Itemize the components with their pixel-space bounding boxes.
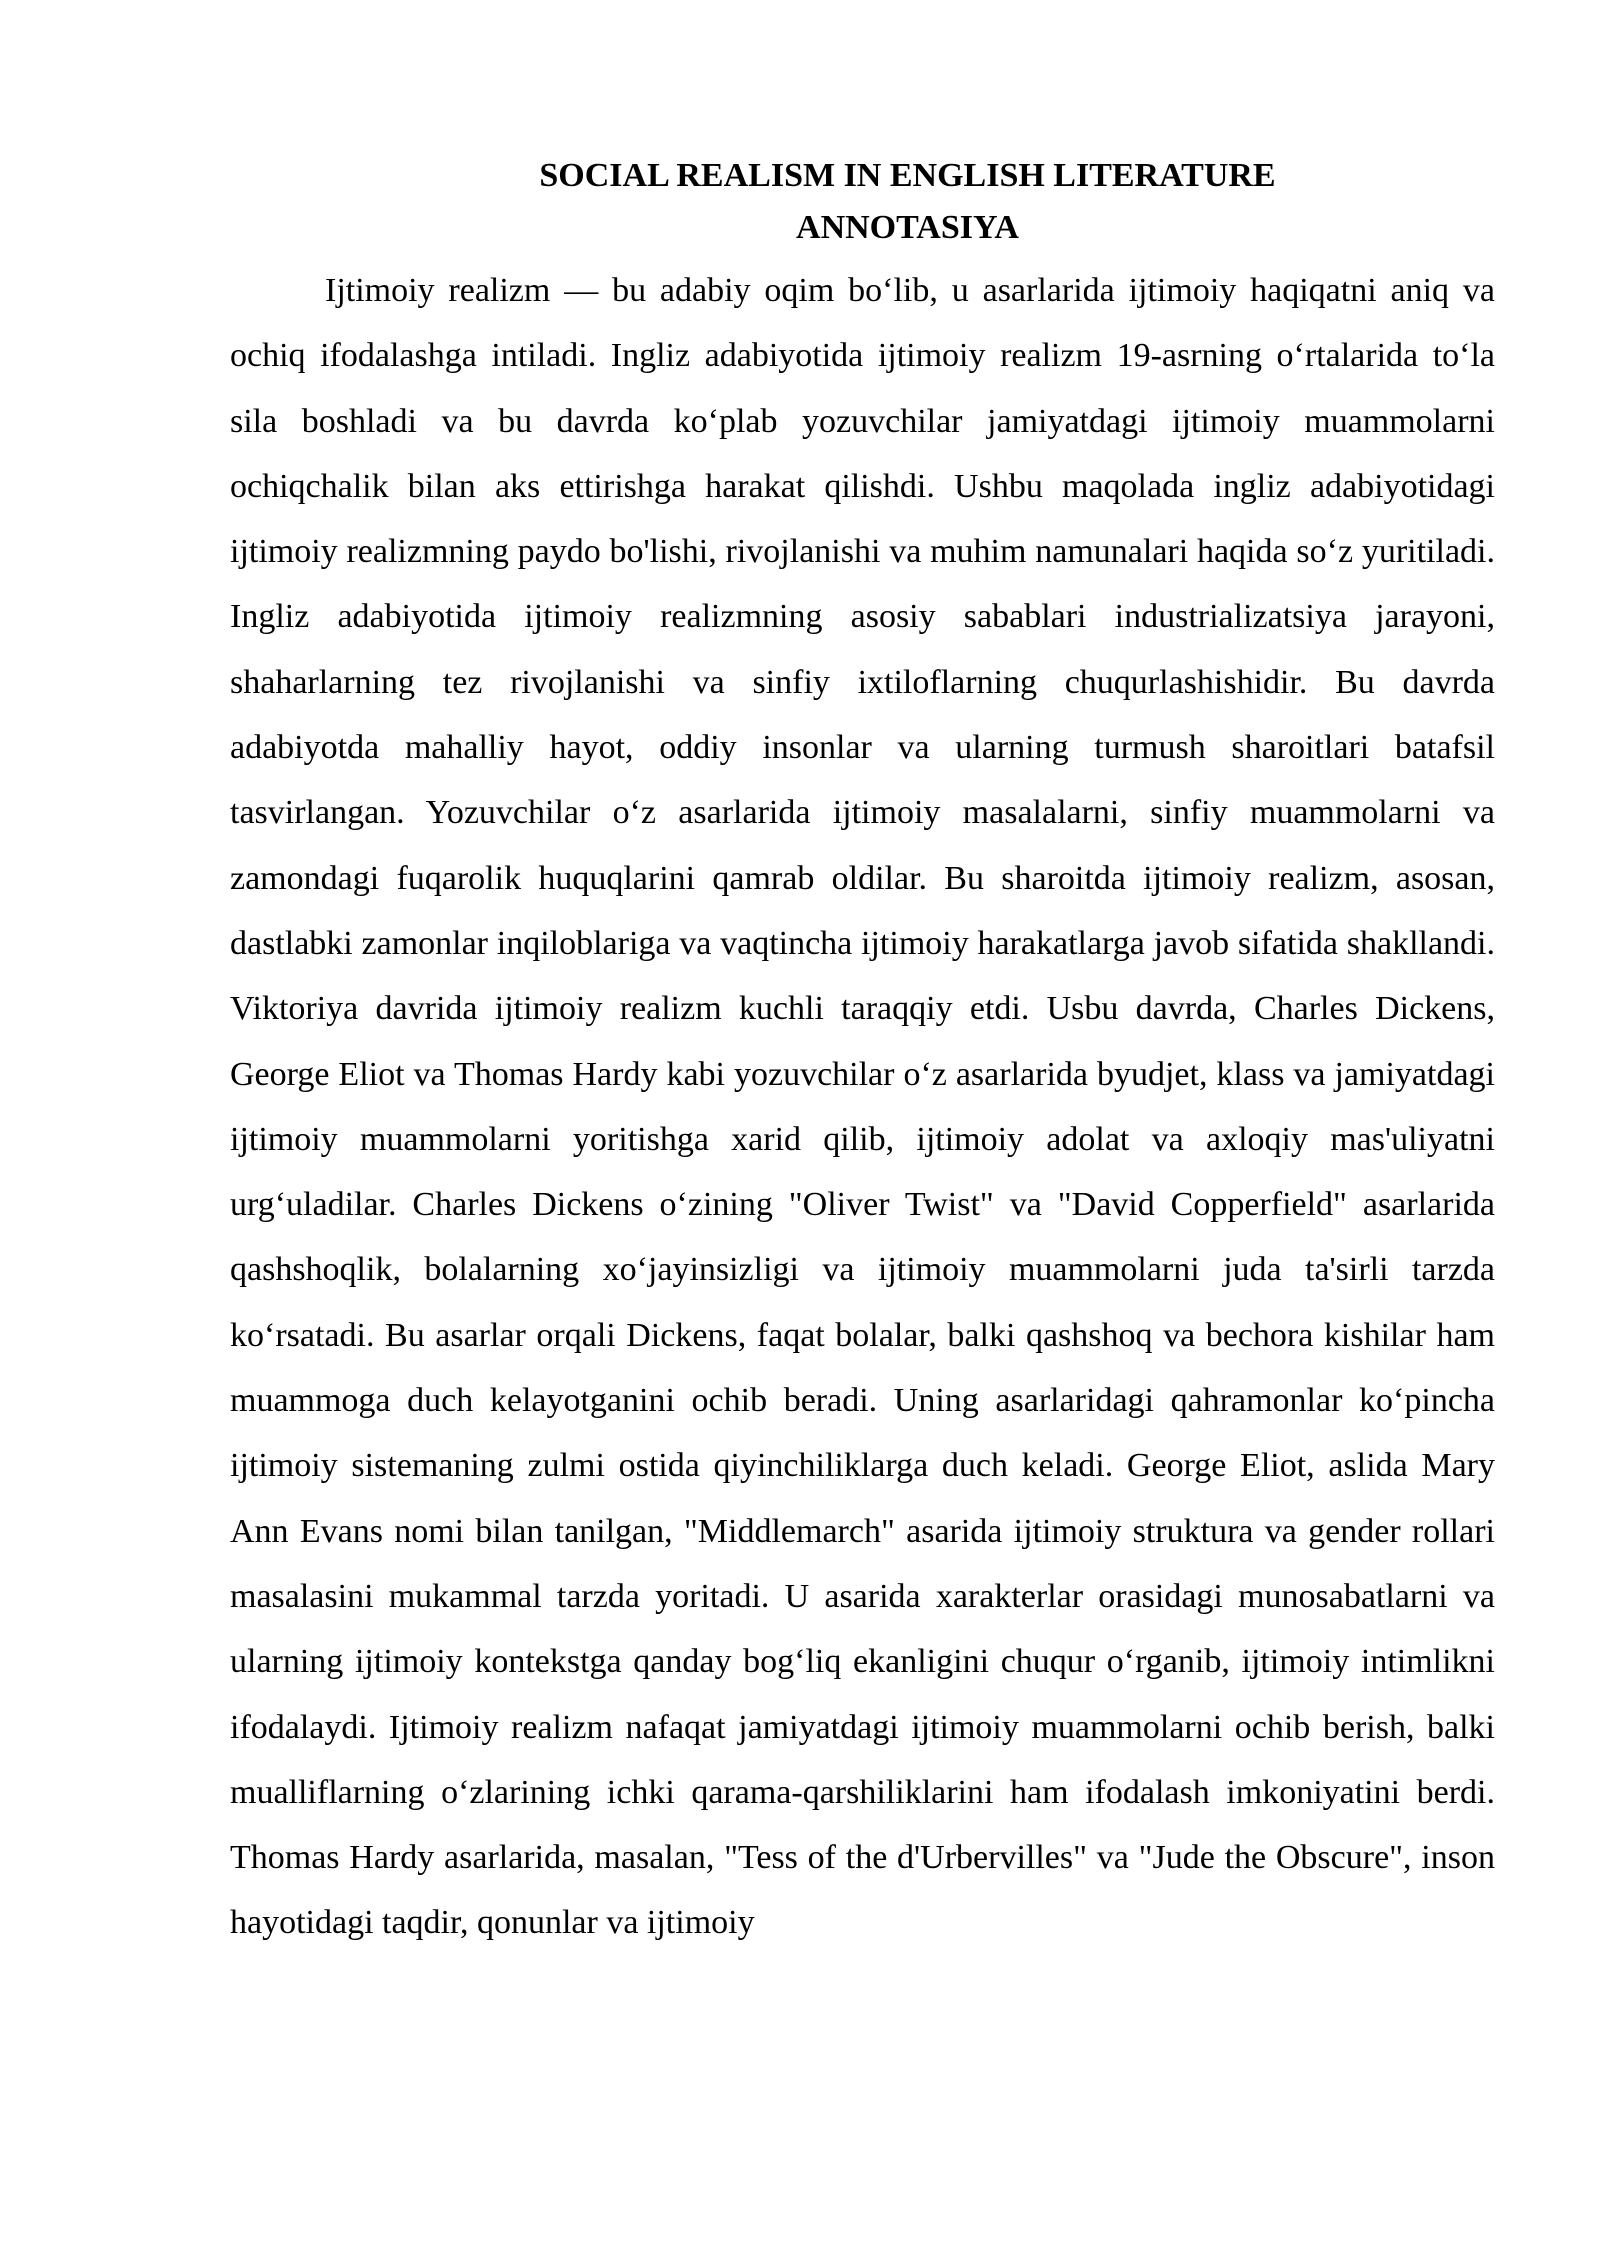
document-title: SOCIAL REALISM IN ENGLISH LITERATURE xyxy=(539,157,1276,194)
body-paragraph: Ijtimoiy realizm — bu adabiy oqim bo‘lib, u asarlarida ijtimoiy haqiqatni aniq va ochiq ifodalashga intiladi. Ingliz adabiyotida ijtimoiy realizm 19-asrning o‘rtalarida to‘la sila boshladi va bu davrda ko‘plab yozuvchilar jamiyatdagi ijtimoiy muammolarni ochiqchalik bilan aks ettirishga harakat qilishdi. Ushbu maqolada ingliz adabiyotidagi ijtimoiy realizmning paydo bo'lishi, rivojlanishi va muhim namunalari haqida so‘z yuritiladi. Ingliz adabiyotida ijtimoiy realizmning asosiy sabablari industrializatsiya jarayoni, shaharlarning tez rivojlanishi va sinfiy ixtiloflarning chuqurlashishidir. Bu davrda adabiyotda mahalliy hayot, oddiy insonlar va ularning turmush sharoitlari batafsil tasvirlangan. Yozuvchilar o‘z asarlarida ijtimoiy masalalarni, sinfiy muammolarni va zamondagi fuqarolik huquqlarini qamrab oldilar. Bu sharoitda ijtimoiy realizm, asosan, dastlabki zamonlar inqiloblariga va vaqtincha ijtimoiy harakatlarga javob sifatida shakllandi. Viktoriya davrida ijtimoiy realizm kuchli taraqqiy etdi. Usbu davrda, Charles Dickens, George Eliot va Thomas Hardy kabi yozuvchilar o‘z asarlarida byudjet, klass va jamiyatdagi ijtimoiy muammolarni yoritishga xarid qilib, ijtimoiy adolat va axloqiy mas'uliyatni urg‘uladilar. Charles Dickens o‘zining "Oliver Twist" va "David Copperfield" asarlarida qashshoqlik, bolalarning xo‘jayinsizligi va ijtimoiy muammolarni juda ta'sirli tarzda ko‘rsatadi. Bu asarlar orqali Dickens, faqat bolalar, balki qashshoq va bechora kishilar ham muammoga duch kelayotganini ochib beradi. Uning asarlaridagi qahramonlar ko‘pincha ijtimoiy sistemaning zulmi ostida qiyinchiliklarga duch keladi. George Eliot, aslida Mary Ann Evans nomi bilan tanilgan, "Middlemarch" asarida ijtimoiy struktura va gender rollari masalasini mukammal tarzda yoritadi. U asarida xarakterlar orasidagi munosabatlarni va ularning ijtimoiy kontekstga qanday bog‘liq ekanligini chuqur o‘rganib, ijtimoiy intimlikni ifodalaydi. Ijtimoiy realizm nafaqat jamiyatdagi ijtimoiy muammolarni ochib berish, balki mualliflarning o‘zlarining ichki qarama-qarshiliklarini ham ifodalash imkoniyatini berdi. Thomas Hardy asarlarida, masalan, "Tess of the d'Urbervilles" va "Jude the Obscure", inson hayotidagi taqdir, qonunlar va ijtimoiy xyxy=(230,272,1495,1942)
section-heading: ANNOTASIYA xyxy=(796,209,1019,246)
document-content xyxy=(230,150,1495,1956)
